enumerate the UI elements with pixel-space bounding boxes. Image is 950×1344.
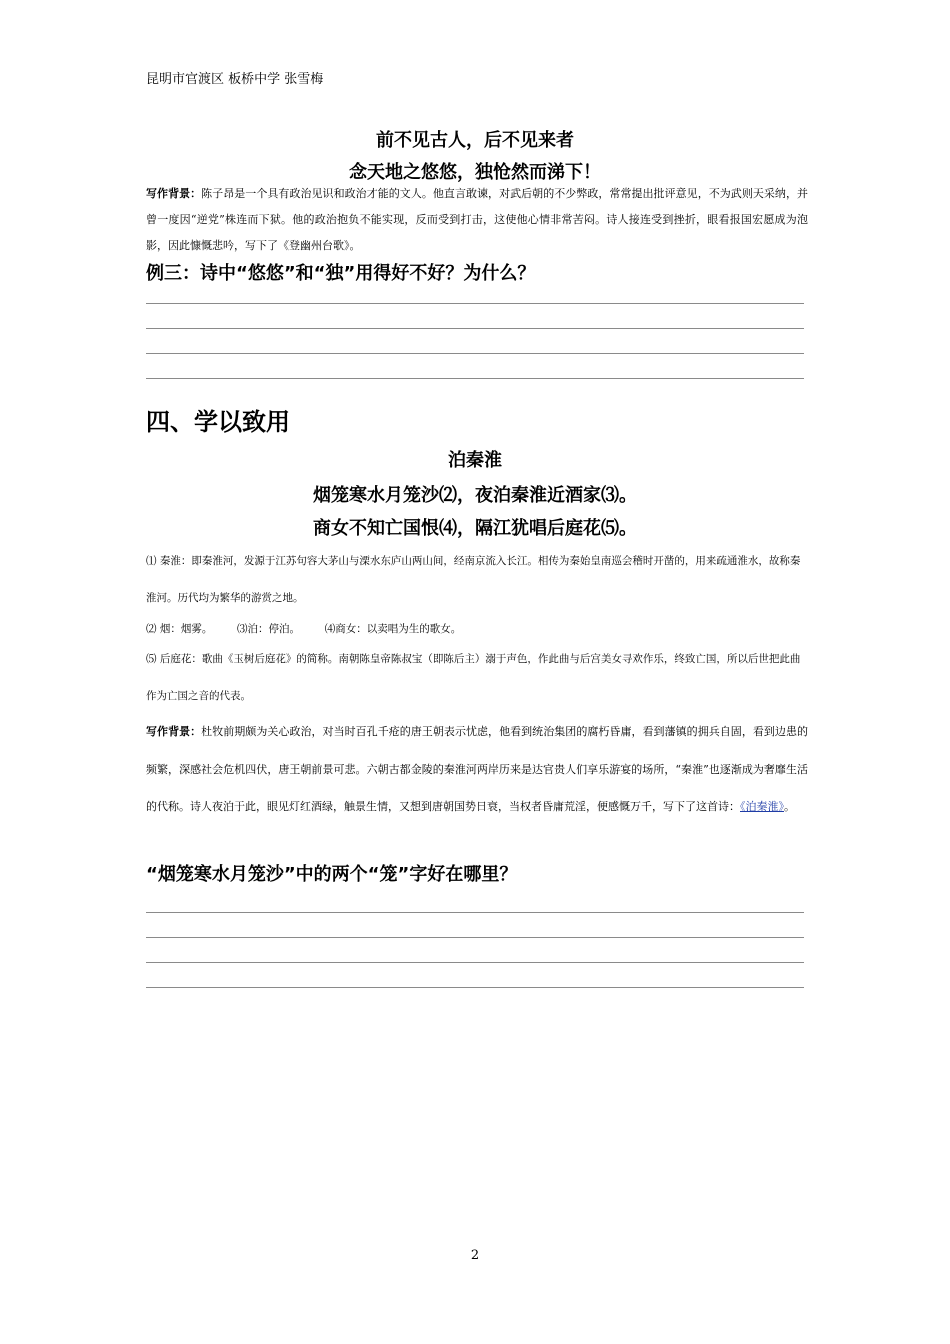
answer-line [146,912,804,913]
answer-line [146,328,804,329]
annotation-note: ⑸ 后庭花：歌曲《玉树后庭花》的简称。南朝陈皇帝陈叔宝（即陈后主）溺于声色，作此曲与后宫美女寻欢作乐，终致亡国，所以后世把此曲作为亡国之音的代表。 [146,653,801,702]
annotation-notes-row [146,619,808,639]
background-text: 杜牧前期颇为关心政治，对当时百孔千疮的唐王朝表示忧虑，他看到统治集团的腐朽昏庸，看到藩镇的拥兵自固，看到边患的频繁，深感社会危机四伏，唐王朝前景可悲。六朝古都金陵的秦淮河两岸历来是达官贵人们享乐游宴的场所，“秦淮”也逐渐成为奢靡生活的代称。诗人夜泊于此，眼见灯红酒绿，触景生情，又想到唐朝国势日衰，当权者昏庸荒淫，便感慨万千，写下了这首诗： [146,725,808,813]
annotation-note: ⑷商女：以卖唱为生的歌女。 [324,623,462,635]
background-label: 写作背景： [146,725,202,738]
answer-line [146,378,804,379]
annotation-note: ⑶泊：停泊。 [237,623,301,635]
answer-line [146,987,804,988]
page-header: 昆明市官渡区 板桥中学 张雪梅 [146,72,324,87]
page-number: 2 [470,1248,480,1263]
poem-line-2: 念天地之悠悠，独怆然而涕下！ [349,162,601,183]
poem-link[interactable]: 《泊秦淮》 [740,800,784,813]
answer-line [146,962,804,963]
annotation-note: ⑴ 秦淮：即秦淮河，发源于江苏句容大茅山与溧水东庐山两山间，经南京流入长江。相传为秦始皇南巡会稽时开凿的，用来疏通淮水，故称秦淮河。历代均为繁华的游赏之地。 [146,555,801,604]
question-example-3: 例三：诗中“悠悠”和“独”用得好不好？为什么？ [146,263,536,284]
writing-background-1 [146,181,808,259]
answer-line [146,937,804,938]
answer-line [146,303,804,304]
answer-line [146,353,804,354]
poem-line-1: 烟笼寒水月笼沙⑵，夜泊秦淮近酒家⑶。 [313,485,637,506]
poem-line-2: 商女不知亡国恨⑷，隔江犹唱后庭花⑸。 [313,518,637,539]
section-title: 四、学以致用 [146,408,290,436]
poem-line-1: 前不见古人，后不见来者 [376,130,574,151]
question-two-long: “烟笼寒水月笼沙”中的两个“笼”字好在哪里？ [146,864,518,885]
writing-background-2 [146,713,808,826]
annotation-note: ⑵ 烟：烟雾。 [146,623,213,635]
background-text: 陈子昂是一个具有政治见识和政治才能的文人。他直言敢谏，对武后朝的不少弊政，常常提出批评意见，不为武则天采纳，并曾一度因“逆党”株连而下狱。他的政治抱负不能实现，反而受到打击，这使他心情非常苦闷。诗人接连受到挫折，眼看报国宏愿成为泡影，因此慷慨悲吟，写下了《登幽州台歌》。 [146,187,808,252]
poem-title: 泊秦淮 [448,450,502,471]
background-label: 写作背景： [146,187,202,200]
background-end: 。 [784,800,795,813]
